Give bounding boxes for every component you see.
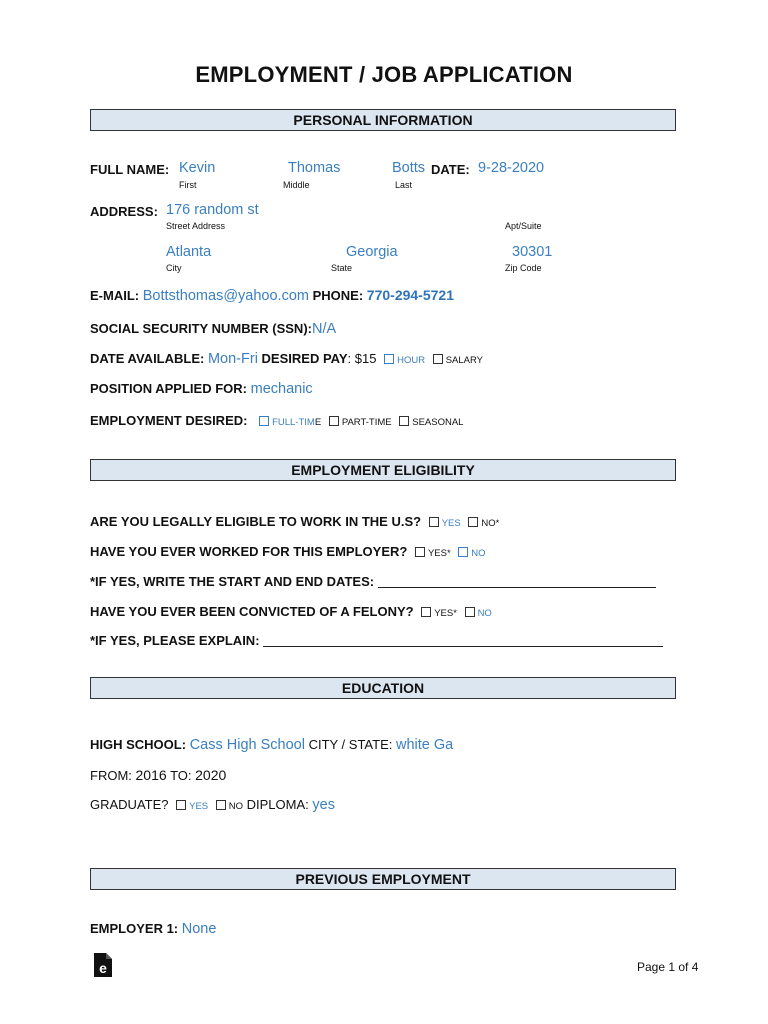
diploma-field[interactable]: yes	[312, 797, 335, 813]
city-field[interactable]: Atlanta	[166, 244, 212, 260]
date-label: DATE:	[431, 162, 470, 177]
graduate-no-label: NO	[228, 801, 244, 812]
start-end-dates-field[interactable]	[378, 575, 656, 588]
first-caption: First	[179, 180, 197, 190]
full-name-label: FULL NAME:	[90, 162, 170, 177]
position-label: POSITION APPLIED FOR:	[90, 381, 247, 396]
hour-checkbox[interactable]	[384, 354, 394, 364]
start-end-dates-question: *IF YES, WRITE THE START AND END DATES:	[90, 574, 375, 589]
eligible-yes-label: YES	[441, 518, 461, 529]
eligible-yes-checkbox[interactable]	[429, 517, 439, 527]
state-field[interactable]: Georgia	[346, 244, 398, 260]
address-label: ADDRESS:	[90, 204, 158, 219]
eligible-no-label: NO*	[481, 518, 500, 529]
graduate-label: GRADUATE?	[90, 797, 169, 812]
from-field[interactable]: 2016	[135, 767, 167, 783]
availability-row	[90, 351, 483, 367]
worked-no-checkbox[interactable]	[458, 547, 468, 557]
seasonal-option-label: SEASONAL	[412, 417, 464, 428]
felony-no-label: NO	[477, 608, 492, 619]
section-previous-employment: PREVIOUS EMPLOYMENT	[90, 868, 676, 890]
phone-field[interactable]: 770-294-5721	[366, 287, 454, 303]
street-address-field[interactable]: 176 random st	[166, 202, 259, 218]
last-name-field[interactable]: Botts	[392, 160, 426, 176]
page-title: EMPLOYMENT / JOB APPLICATION	[195, 62, 573, 87]
email-field[interactable]: Bottsthomas@yahoo.com	[142, 288, 309, 304]
full-time-option-label-a: FULL-TIM	[272, 417, 315, 428]
salary-checkbox[interactable]	[433, 354, 443, 364]
explain-question: *IF YES, PLEASE EXPLAIN:	[90, 633, 260, 648]
seasonal-checkbox[interactable]	[399, 416, 409, 426]
section-education: EDUCATION	[90, 677, 676, 699]
employment-desired-label: EMPLOYMENT DESIRED:	[90, 413, 248, 428]
felony-no-checkbox[interactable]	[465, 607, 475, 617]
salary-option-label: SALARY	[445, 355, 484, 366]
eligibility-question-1	[90, 514, 499, 529]
zip-code-caption: Zip Code	[505, 263, 542, 273]
date-available-field[interactable]: Mon-Fri	[207, 351, 258, 367]
high-school-row	[90, 737, 453, 753]
city-state-field[interactable]: white Ga	[395, 737, 454, 753]
graduate-no-checkbox[interactable]	[216, 800, 226, 810]
diploma-label: DIPLOMA:	[246, 797, 309, 812]
graduate-row	[90, 797, 335, 813]
worked-no-label: NO	[471, 548, 486, 559]
section-employment-eligibility: EMPLOYMENT ELIGIBILITY	[90, 459, 676, 481]
email-label: E-MAIL:	[90, 288, 140, 303]
middle-name-field[interactable]: Thomas	[288, 160, 341, 176]
employer-1-field[interactable]: None	[181, 921, 217, 937]
full-time-checkbox[interactable]	[259, 416, 269, 426]
to-label: TO:	[170, 768, 192, 783]
worked-for-employer-question: HAVE YOU EVER WORKED FOR THIS EMPLOYER?	[90, 544, 408, 559]
email-phone-row	[90, 287, 454, 304]
desired-pay-label: DESIRED PAY	[261, 351, 348, 366]
street-address-caption: Street Address	[166, 221, 226, 231]
felony-yes-checkbox[interactable]	[421, 607, 431, 617]
to-field[interactable]: 2020	[195, 767, 227, 783]
desired-pay-field[interactable]: : $15	[347, 351, 377, 366]
last-caption: Last	[395, 180, 413, 190]
date-available-label: DATE AVAILABLE:	[90, 351, 205, 366]
employer-1-label: EMPLOYER 1:	[90, 921, 179, 936]
legally-eligible-question: ARE YOU LEGALLY ELIGIBLE TO WORK IN THE U.S?	[90, 514, 422, 529]
apt-suite-caption: Apt/Suite	[505, 221, 542, 231]
felony-yes-label: YES*	[434, 608, 457, 619]
eforms-logo-icon	[93, 952, 113, 978]
page-number: Page 1 of 4	[637, 960, 699, 974]
hour-option-label: HOUR	[397, 355, 426, 366]
section-personal-information: PERSONAL INFORMATION	[90, 109, 676, 131]
ssn-field[interactable]: N/A	[311, 321, 337, 337]
employer-1-row	[90, 921, 216, 937]
employment-desired-row	[90, 413, 463, 428]
city-caption: City	[166, 263, 182, 273]
high-school-label: HIGH SCHOOL:	[90, 737, 187, 752]
felony-question: HAVE YOU EVER BEEN CONVICTED OF A FELONY?	[90, 604, 414, 619]
from-label: FROM:	[90, 768, 132, 783]
date-field[interactable]: 9-28-2020	[478, 160, 545, 176]
graduate-yes-label: YES	[189, 801, 209, 812]
eligibility-question-4	[90, 604, 492, 619]
full-time-option-label-b: E	[314, 417, 322, 428]
svg-text:e: e	[99, 960, 107, 976]
eligibility-question-5	[90, 633, 663, 648]
part-time-option-label: PART-TIME	[341, 417, 392, 428]
part-time-checkbox[interactable]	[329, 416, 339, 426]
explain-field[interactable]	[263, 634, 663, 647]
graduate-yes-checkbox[interactable]	[176, 800, 186, 810]
middle-caption: Middle	[283, 180, 310, 190]
city-state-label: CITY / STATE:	[308, 737, 393, 752]
worked-yes-checkbox[interactable]	[415, 547, 425, 557]
phone-label: PHONE:	[312, 288, 364, 303]
eligibility-question-3	[90, 574, 656, 589]
worked-yes-label: YES*	[427, 548, 451, 559]
high-school-field[interactable]: Cass High School	[189, 737, 305, 753]
first-name-field[interactable]: Kevin	[179, 160, 216, 176]
position-row	[90, 381, 313, 397]
education-dates-row	[90, 767, 226, 783]
position-field[interactable]: mechanic	[250, 381, 313, 397]
ssn-row	[90, 321, 336, 337]
eligibility-question-2	[90, 544, 486, 559]
eligible-no-checkbox[interactable]	[468, 517, 478, 527]
ssn-label: SOCIAL SECURITY NUMBER (SSN):	[90, 321, 312, 336]
zip-code-field[interactable]: 30301	[512, 244, 553, 260]
state-caption: State	[331, 263, 353, 273]
